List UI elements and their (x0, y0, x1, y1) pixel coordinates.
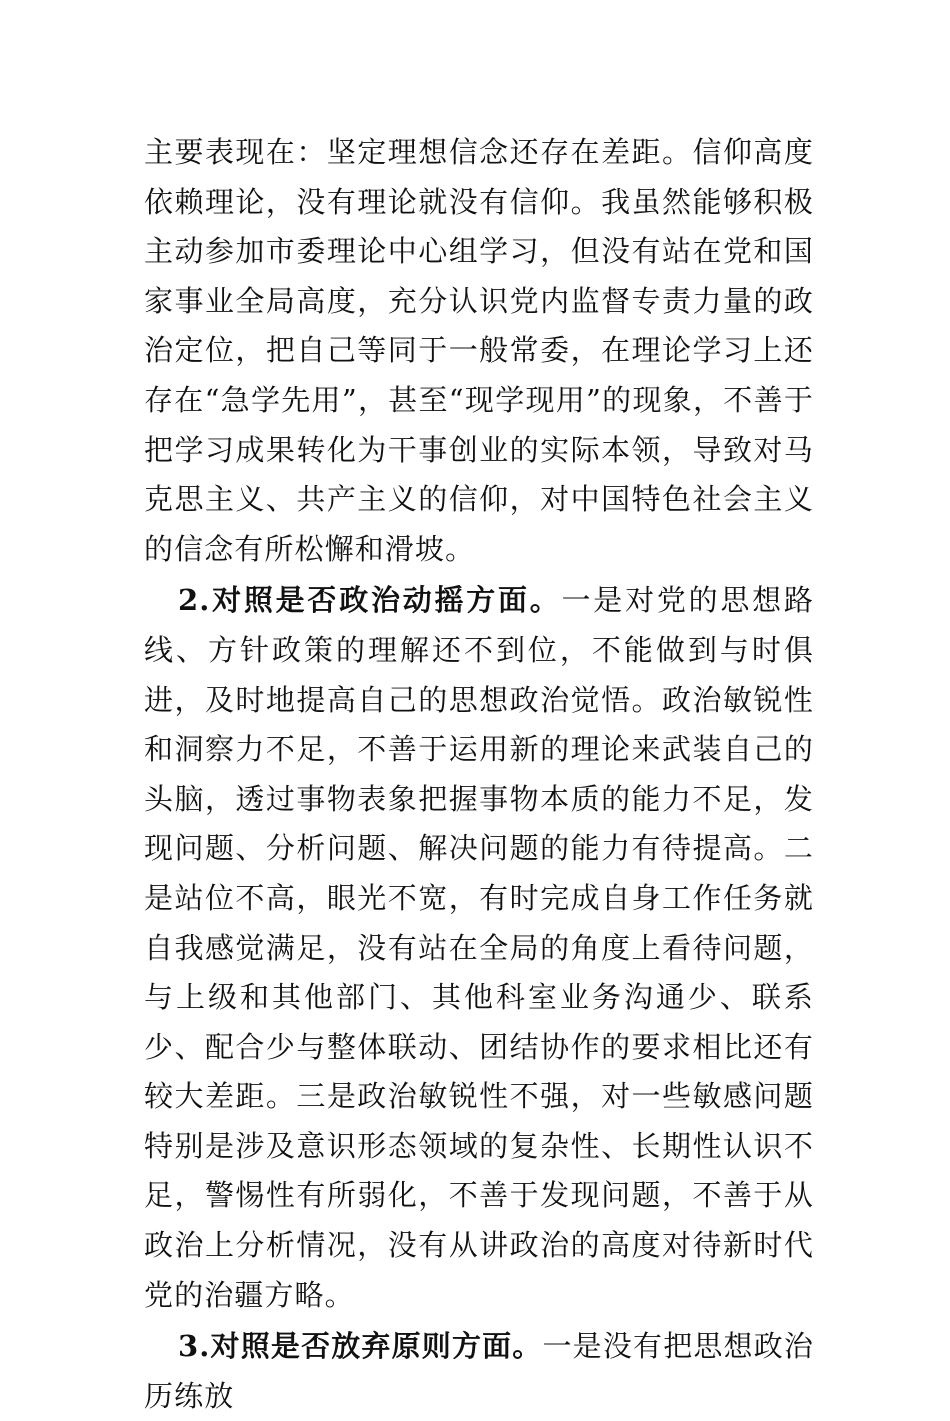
paragraph-1-text: 主要表现在：坚定理想信念还存在差距。信仰高度依赖理论，没有理论就没有信仰。我虽然能够积极主动参加市委理论中心组学习，但没有站在党和国家事业全局高度，充分认识党内监督专责力量的政治定位，把自己等同于一般常委，在理论学习上还存在“急学先用”，甚至“现学现用”的现象，不善于把学习成果转化为干事创业的实际本领，导致对马克思主义、共产主义的信仰，对中国特色社会主义的信念有所松懈和滑坡。 (144, 135, 814, 566)
paragraph-3-text: 一是没有把思想政治历练放 (144, 1329, 814, 1413)
paragraph-3 (144, 1322, 814, 1421)
paragraph-2 (144, 576, 814, 1320)
document-body (144, 128, 814, 1421)
paragraph-2-heading: 2.对照是否政治动摇方面。 (178, 583, 562, 618)
paragraph-2-text: 一是对党的思想路线、方针政策的理解还不到位，不能做到与时俱进，及时地提高自己的思想政治觉悟。政治敏锐性和洞察力不足，不善于运用新的理论来武装自己的头脑，透过事物表象把握事物本质的能力不足，发现问题、分析问题、解决问题的能力有待提高。二是站位不高，眼光不宽，有时完成自身工作任务就自我感觉满足，没有站在全局的角度上看待问题，与上级和其他部门、其他科室业务沟通少、联系少、配合少与整体联动、团结协作的要求相比还有较大差距。三是政治敏锐性不强，对一些敏感问题特别是涉及意识形态领域的复杂性、长期性认识不足，警惕性有所弱化，不善于发现问题，不善于从政治上分析情况，没有从讲政治的高度对待新时代党的治疆方略。 (144, 583, 814, 1312)
paragraph-1 (144, 128, 814, 574)
paragraph-3-heading: 3.对照是否放弃原则方面。 (178, 1329, 543, 1364)
